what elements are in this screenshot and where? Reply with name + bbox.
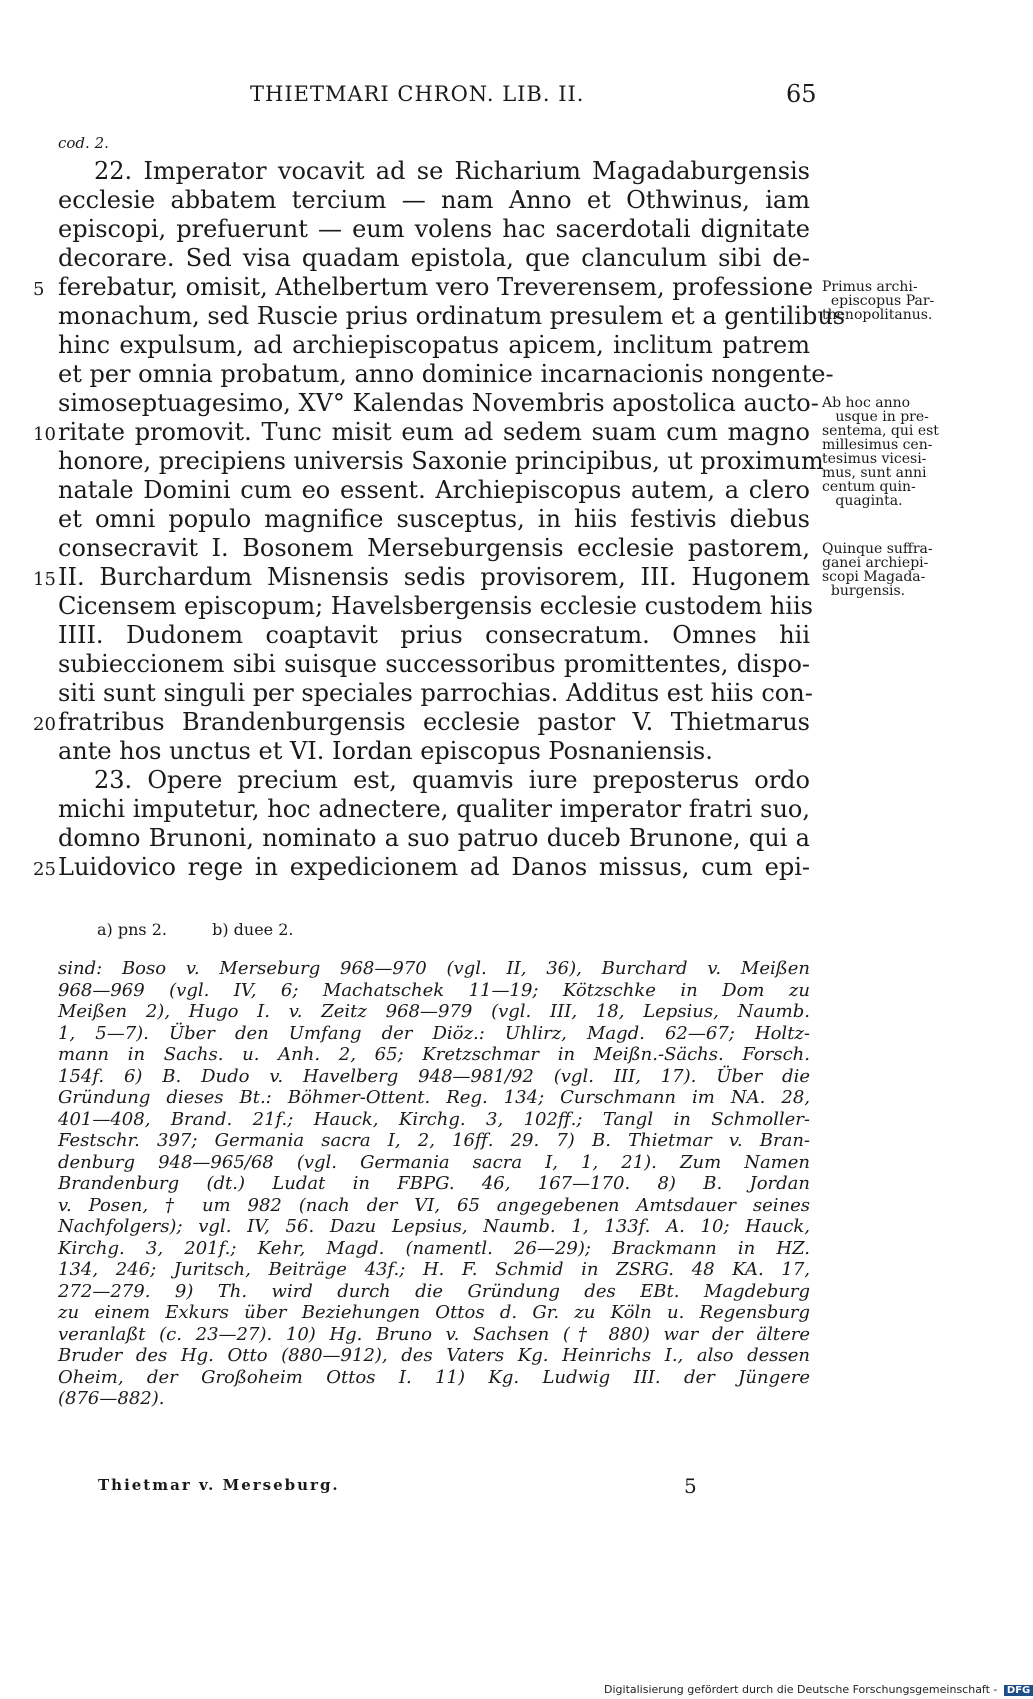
dfg-logo: DFG: [1004, 1685, 1033, 1696]
commentary-line: Brandenburg (dt.) Ludat in FBPG. 46, 167—170. 8) B. Jordan: [58, 1173, 810, 1194]
commentary-line: 401—408, Brand. 21f.; Hauck, Kirchg. 3, 102ff.; Tangl in Schmoller-: [58, 1108, 810, 1130]
commentary-line: Kirchg. 3, 201f.; Kehr, Magd. (namentl. 26—29); Brackmann in HZ.: [58, 1237, 810, 1259]
commentary-line: (876—882).: [58, 1388, 165, 1409]
commentary-line: Nachfolgers); vgl. IV, 56. Dazu Lepsius, Naumb. 1, 133f. A. 10; Hauck,: [58, 1216, 810, 1237]
critical-apparatus: [97, 920, 333, 939]
sheet-number: 5: [684, 1474, 697, 1498]
text-line: ferebatur, omisit, Athelbertum vero Treverensem, professione: [58, 273, 814, 301]
text-line: episcopi, prefuerunt — eum volens hac sacerdotali dignitate: [58, 215, 810, 243]
text-line: Luidovico rege in expedicionem ad Danos missus, cum epi-: [58, 853, 810, 881]
commentary-line: denburg 948—965/68 (vgl. Germania sacra I, 1, 21). Zum Namen: [58, 1151, 810, 1173]
text-line: ante hos unctus et VI. Iordan episcopus Posnaniensis.: [58, 737, 713, 765]
text-line: simoseptuagesimo, XV° Kalendas Novembris apostolica aucto-: [58, 389, 819, 417]
text-line: subieccionem sibi suisque successoribus promittentes, dispo-: [58, 650, 810, 678]
funding-text: Digitalisierung gefördert durch die Deutsche Forschungsgemeinschaft -: [604, 1683, 998, 1696]
text-line: natale Domini cum eo essent. Archiepiscopus autem, a clero: [58, 476, 810, 504]
text-line: domno Brunoni, nominato a suo patruo duceb Brunone, qui a: [58, 824, 810, 852]
running-title: THIETMARI CHRON. LIB. II.: [250, 82, 585, 106]
text-line: honore, precipiens universis Saxonie principibus, ut proximum: [58, 447, 824, 475]
commentary-notes: [58, 958, 810, 1410]
text-line: monachum, sed Ruscie prius ordinatum presulem et a gentilibus: [58, 302, 846, 330]
funding-notice: [604, 1683, 1033, 1696]
commentary-line: Festschr. 397; Germania sacra I, 2, 16ff. 29. 7) B. Thietmar v. Bran-: [58, 1130, 810, 1151]
commentary-line: v. Posen, † um 982 (nach der VI, 65 angegebenen Amtsdauer seines: [58, 1194, 810, 1216]
text-line: 22. Imperator vocavit ad se Richarium Magadaburgensis: [94, 157, 810, 185]
margin-note: Ab hoc anno usque in pre- sentema, qui est millesimus cen- tesimus vicesi- mus, sunt anni centum quin- quaginta.: [822, 395, 939, 509]
margin-note: Quinque suffra- ganei archiepi- scopi Magada- burgensis.: [822, 541, 933, 599]
critical-note: b) duee 2.: [212, 920, 294, 939]
text-line: et per omnia probatum, anno dominice incarnacionis nongente-: [58, 360, 834, 388]
commentary-line: sind: Boso v. Merseburg 968—970 (vgl. II, 36), Burchard v. Meißen: [58, 958, 810, 979]
margin-note: Primus archi- episcopus Par- thenopolitanus.: [822, 279, 935, 323]
commentary-line: Oheim, der Großoheim Ottos I. 11) Kg. Ludwig III. der Jüngere: [58, 1366, 810, 1388]
text-line: decorare. Sed visa quadam epistola, que clanculum sibi de-: [58, 244, 810, 272]
text-line: siti sunt singuli per speciales parrochias. Additus est hiis con-: [58, 679, 813, 707]
line-number: 25: [33, 859, 56, 880]
line-number: 5: [33, 279, 45, 300]
commentary-line: Bruder des Hg. Otto (880—912), des Vaters Kg. Heinrichs I., also dessen: [58, 1345, 810, 1366]
text-line: hinc expulsum, ad archiepiscopatus apicem, inclitum patrem: [58, 331, 810, 359]
page-number: 65: [786, 80, 817, 108]
commentary-line: veranlaßt (c. 23—27). 10) Hg. Bruno v. Sachsen († 880) war der ältere: [58, 1323, 810, 1345]
text-line: 23. Opere precium est, quamvis iure preposterus ordo: [94, 766, 810, 794]
commentary-line: zu einem Exkurs über Beziehungen Ottos d. Gr. zu Köln u. Regensburg: [58, 1302, 810, 1323]
text-line: fratribus Brandenburgensis ecclesie pastor V. Thietmarus: [58, 708, 810, 736]
text-line: et omni populo magnifice susceptus, in hiis festivis diebus: [58, 505, 810, 533]
text-line: ecclesie abbatem tercium — nam Anno et Othwinus, iam: [58, 186, 810, 214]
text-line: ritate promovit. Tunc misit eum ad sedem suam cum magno: [58, 418, 810, 446]
commentary-line: Gründung dieses Bt.: Böhmer-Ottent. Reg. 134; Curschmann im NA. 28,: [58, 1087, 810, 1108]
text-line: consecravit I. Bosonem Merseburgensis ecclesie pastorem,: [58, 534, 810, 562]
critical-note: a) pns 2.: [97, 920, 167, 939]
text-line: IIII. Dudonem coaptavit prius consecratum. Omnes hii: [58, 621, 810, 649]
text-line: michi imputetur, hoc adnectere, qualiter imperator fratri suo,: [58, 795, 810, 823]
commentary-line: mann in Sachs. u. Anh. 2, 65; Kretzschmar in Meißn.-Sächs. Forsch.: [58, 1044, 810, 1065]
text-line: II. Burchardum Misnensis sedis provisorem, III. Hugonem: [58, 563, 810, 591]
commentary-line: 968—969 (vgl. IV, 6; Machatschek 11—19; Kötzschke in Dom zu: [58, 979, 810, 1001]
text-line: Cicensem episcopum; Havelsbergensis ecclesie custodem hiis: [58, 592, 813, 620]
line-number: 15: [33, 569, 56, 590]
line-number: 10: [33, 424, 56, 445]
commentary-line: 154f. 6) B. Dudo v. Havelberg 948—981/92 (vgl. III, 17). Über die: [58, 1065, 810, 1087]
commentary-line: Meißen 2), Hugo I. v. Zeitz 968—979 (vgl. III, 18, Lepsius, Naumb.: [58, 1001, 810, 1022]
signature-mark: Thietmar v. Merseburg.: [98, 1476, 340, 1494]
codex-label: cod. 2.: [58, 134, 109, 152]
commentary-line: 134, 246; Juritsch, Beiträge 43f.; H. F. Schmid in ZSRG. 48 KA. 17,: [58, 1259, 810, 1280]
commentary-line: 1, 5—7). Über den Umfang der Diöz.: Uhlirz, Magd. 62—67; Holtz-: [58, 1022, 810, 1044]
commentary-line: 272—279. 9) Th. wird durch die Gründung des EBt. Magdeburg: [58, 1280, 810, 1302]
line-number: 20: [33, 714, 56, 735]
